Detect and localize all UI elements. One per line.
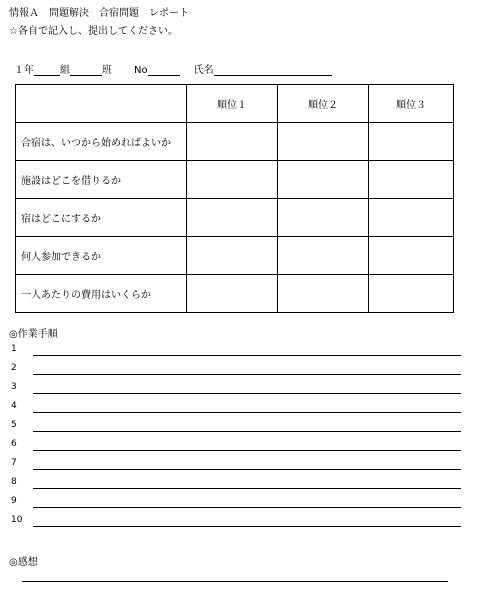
answer-cell[interactable]	[278, 237, 369, 275]
step-number: 2	[11, 363, 17, 373]
table-header-rank-3: 順位３	[369, 85, 454, 123]
step-row[interactable]	[11, 509, 461, 527]
answer-cell[interactable]	[369, 275, 454, 313]
name-blank-field[interactable]	[214, 64, 332, 76]
table-header-row	[16, 85, 454, 123]
answer-cell[interactable]	[278, 275, 369, 313]
table-header-rank-2: 順位２	[278, 85, 369, 123]
step-line	[33, 393, 461, 394]
title-topic: 合宿問題	[99, 8, 139, 19]
student-info-row	[14, 61, 332, 75]
document-title	[9, 4, 199, 19]
title-subject: 情報Ａ	[9, 8, 39, 19]
number-label: No	[134, 65, 148, 76]
table-row	[16, 199, 454, 237]
step-number: 7	[11, 458, 17, 468]
question-cell: 合宿は、いつから始めればよいか	[16, 123, 187, 161]
step-line	[33, 355, 461, 356]
step-line	[33, 507, 461, 508]
class-blank-field[interactable]	[34, 64, 60, 76]
step-line	[33, 450, 461, 451]
question-cell: 施設はどこを借りるか	[16, 161, 187, 199]
answer-cell[interactable]	[187, 237, 278, 275]
step-line	[33, 488, 461, 489]
table-row	[16, 161, 454, 199]
table-row	[16, 123, 454, 161]
answer-cell[interactable]	[369, 237, 454, 275]
question-cell: 何人参加できるか	[16, 237, 187, 275]
step-line	[33, 526, 461, 527]
answer-cell[interactable]	[278, 123, 369, 161]
step-number: 1	[11, 344, 17, 354]
table-header-blank	[16, 85, 187, 123]
step-number: 10	[11, 515, 23, 525]
step-row[interactable]	[11, 357, 461, 375]
table-header-rank-1: 順位１	[187, 85, 278, 123]
step-row[interactable]	[11, 490, 461, 508]
grade-label: １年	[14, 65, 34, 76]
answer-cell[interactable]	[187, 161, 278, 199]
answer-cell[interactable]	[278, 199, 369, 237]
step-number: 4	[11, 401, 17, 411]
question-cell: 一人あたりの費用はいくらか	[16, 275, 187, 313]
answer-cell[interactable]	[187, 199, 278, 237]
work-steps-title: ◎作業手順	[9, 329, 58, 340]
group-blank-field[interactable]	[70, 64, 102, 76]
step-line	[33, 469, 461, 470]
answer-cell[interactable]	[187, 275, 278, 313]
step-number: 3	[11, 382, 17, 392]
step-line	[33, 431, 461, 432]
impression-line[interactable]	[22, 581, 448, 582]
step-row[interactable]	[11, 395, 461, 413]
step-row[interactable]	[11, 338, 461, 356]
name-label: 氏名	[193, 65, 214, 76]
answer-cell[interactable]	[369, 161, 454, 199]
class-label: 組	[60, 65, 70, 76]
step-row[interactable]	[11, 376, 461, 394]
table-row	[16, 275, 454, 313]
step-line	[33, 412, 461, 413]
ranking-table	[15, 84, 454, 313]
step-row[interactable]	[11, 452, 461, 470]
step-line	[33, 374, 461, 375]
answer-cell[interactable]	[187, 123, 278, 161]
step-number: 9	[11, 496, 17, 506]
answer-cell[interactable]	[369, 199, 454, 237]
impressions-title: ◎感想	[9, 557, 38, 568]
answer-cell[interactable]	[369, 123, 454, 161]
title-unit: 問題解決	[49, 8, 89, 19]
number-blank-field[interactable]	[148, 64, 180, 76]
step-number: 5	[11, 420, 17, 430]
title-doc-type: レポート	[149, 8, 189, 19]
step-row[interactable]	[11, 414, 461, 432]
table-row	[16, 237, 454, 275]
question-cell: 宿はどこにするか	[16, 199, 187, 237]
group-label: 班	[102, 65, 112, 76]
answer-cell[interactable]	[278, 161, 369, 199]
step-number: 6	[11, 439, 17, 449]
step-number: 8	[11, 477, 17, 487]
instruction-text: ☆各自で記入し、提出してください。	[9, 26, 178, 37]
step-row[interactable]	[11, 433, 461, 451]
step-row[interactable]	[11, 471, 461, 489]
